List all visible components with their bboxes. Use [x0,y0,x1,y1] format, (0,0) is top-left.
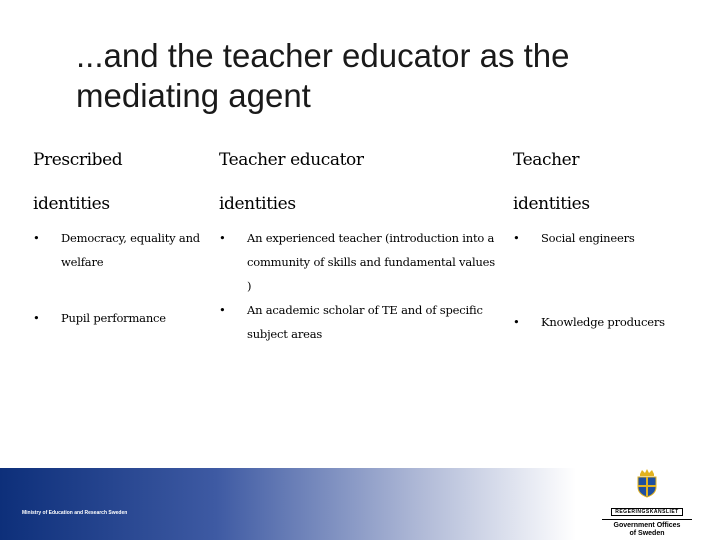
list-item [513,226,713,310]
column-heading [513,138,713,226]
column-teacher-educator-identities [219,138,499,346]
column-heading [219,138,499,226]
bullet-icon: • [219,231,226,245]
ministry-label: Ministry of Education and Research Sweden [22,510,128,516]
list-item-text: Knowledge producers [541,315,665,329]
crown-shield-icon [634,468,660,498]
government-offices-logo [602,468,692,537]
bullet-icon: • [513,231,520,245]
column-heading-line1: Prescribed [33,150,123,170]
list-item [33,226,208,306]
slide-title: ...and the teacher educator as the mediating agent [76,37,570,114]
column-heading-line1: Teacher educator [219,150,364,170]
column-heading-line1: Teacher [513,150,580,170]
bullet-icon: • [33,311,40,325]
list-item [513,310,713,334]
list-item-text: An experienced teacher (introduction into a community of skills and fundamental values ) [247,231,495,293]
column-teacher-identities [513,138,713,334]
list-item-text: Social engineers [541,231,635,245]
regeringskansliet-wordmark: REGERINGSKANSLIET [611,508,683,516]
government-offices-line1: Government Offices [613,522,681,529]
bullet-icon: • [33,231,40,245]
logo-divider [602,519,692,520]
government-offices-line2: of Sweden [629,530,665,537]
column-heading-line2: identities [513,194,590,214]
bullet-icon: • [219,303,226,317]
list-item [219,226,499,298]
list-item-text: Pupil performance [61,311,166,325]
list-item-text: Democracy, equality and welfare [61,231,200,269]
bullet-icon: • [513,315,520,329]
column-heading-line2: identities [219,194,296,214]
column-heading-line2: identities [33,194,110,214]
list-item [33,306,208,330]
list-item [219,298,499,346]
column-prescribed-identities [33,138,208,330]
list-item-text: An academic scholar of TE and of specific subject areas [247,303,483,341]
column-heading [33,138,208,226]
